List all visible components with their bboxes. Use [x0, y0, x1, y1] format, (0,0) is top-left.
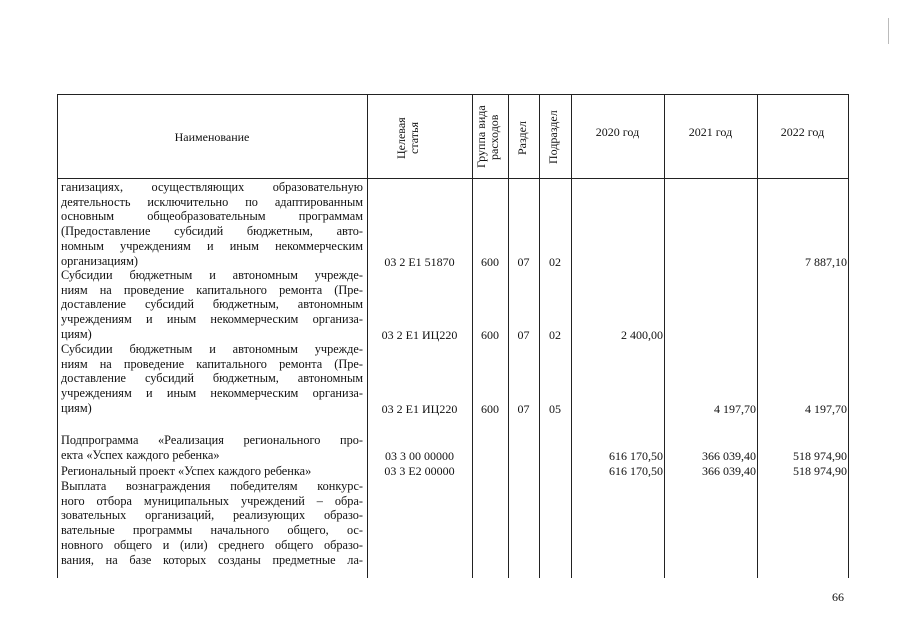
- row-target: 03 2 Е1 51870: [384, 255, 455, 269]
- row-2021: 366 039,40: [702, 449, 756, 463]
- header-subsection: Подраздел: [546, 110, 560, 164]
- row-group: 600: [481, 328, 499, 342]
- row-2022: 518 974,90: [793, 449, 847, 463]
- row-section: 07: [517, 328, 530, 342]
- row-2022: 7 887,10: [805, 255, 847, 269]
- row-2020: 616 170,50: [609, 464, 663, 478]
- row-2021: 366 039,40: [702, 464, 756, 478]
- row-2020: 616 170,50: [609, 449, 663, 463]
- row-subsection: 02: [549, 255, 561, 269]
- row-name: Подпрограмма «Реализация регионального про- екта «Успех каждого ребенка»: [61, 433, 363, 462]
- row-name: Субсидии бюджетным и автономным учрежде- ниям на проведение капитального ремонта (Пре- доставление субсидий бюджетным, автономным учреждениям и иным некоммерческим организа- циям): [61, 268, 363, 341]
- table-border-left: [57, 94, 58, 578]
- row-name: ганизациях, осуществляющих образовательную деятельность исключительно по адаптированным основным общеобразовательным программам (Предоставление субсидий бюджетным, авто- номным учреждениям и иным некоммерческим организациям): [61, 180, 363, 268]
- row-group: 600: [481, 402, 499, 416]
- scan-edge-mark: [888, 18, 889, 44]
- row-target: 03 3 Е2 00000: [384, 464, 455, 478]
- page-number: 66: [832, 590, 844, 604]
- row-subsection: 02: [549, 328, 561, 342]
- budget-table: [57, 94, 849, 578]
- row-group: 600: [481, 255, 499, 269]
- table-border-top: [57, 94, 849, 95]
- row-2020: 2 400,00: [621, 328, 663, 342]
- row-name: Выплата вознаграждения победителям конкурс- ного отбора муниципальных учреждений – обра- зовательных организаций, реализующих образо- вательные программы начального общего, ос- новного общего и (или) среднего общего образо- вания, на базе которых созданы предметные ла-: [61, 479, 363, 567]
- header-2020: 2020 год: [595, 125, 640, 139]
- row-target: 03 3 00 00000: [385, 449, 454, 463]
- header-2021: 2021 год: [688, 125, 733, 139]
- table-border-right: [848, 94, 849, 578]
- row-2022: 518 974,90: [793, 464, 847, 478]
- row-name: Региональный проект «Успех каждого ребенка»: [61, 464, 312, 478]
- col-divider: [757, 94, 758, 578]
- row-section: 07: [517, 255, 530, 269]
- row-target: 03 2 Е1 ИЦ220: [381, 328, 458, 342]
- header-section: Раздел: [515, 121, 529, 155]
- header-target: Целевая статья: [394, 117, 421, 159]
- header-group: Группа вида расходов: [474, 105, 501, 169]
- row-target: 03 2 Е1 ИЦ220: [381, 402, 458, 416]
- col-divider: [664, 94, 665, 578]
- row-2022: 4 197,70: [805, 402, 847, 416]
- header-name: Наименование: [174, 130, 250, 144]
- row-section: 07: [517, 402, 530, 416]
- header-2022: 2022 год: [780, 125, 825, 139]
- row-2021: 4 197,70: [714, 402, 756, 416]
- row-name: Субсидии бюджетным и автономным учрежде- ниям на проведение капитального ремонта (Пре- доставление субсидий бюджетным, автономным учреждениям и иным некоммерческим организа- циям): [61, 342, 363, 415]
- row-subsection: 05: [549, 402, 561, 416]
- header-divider: [57, 178, 849, 179]
